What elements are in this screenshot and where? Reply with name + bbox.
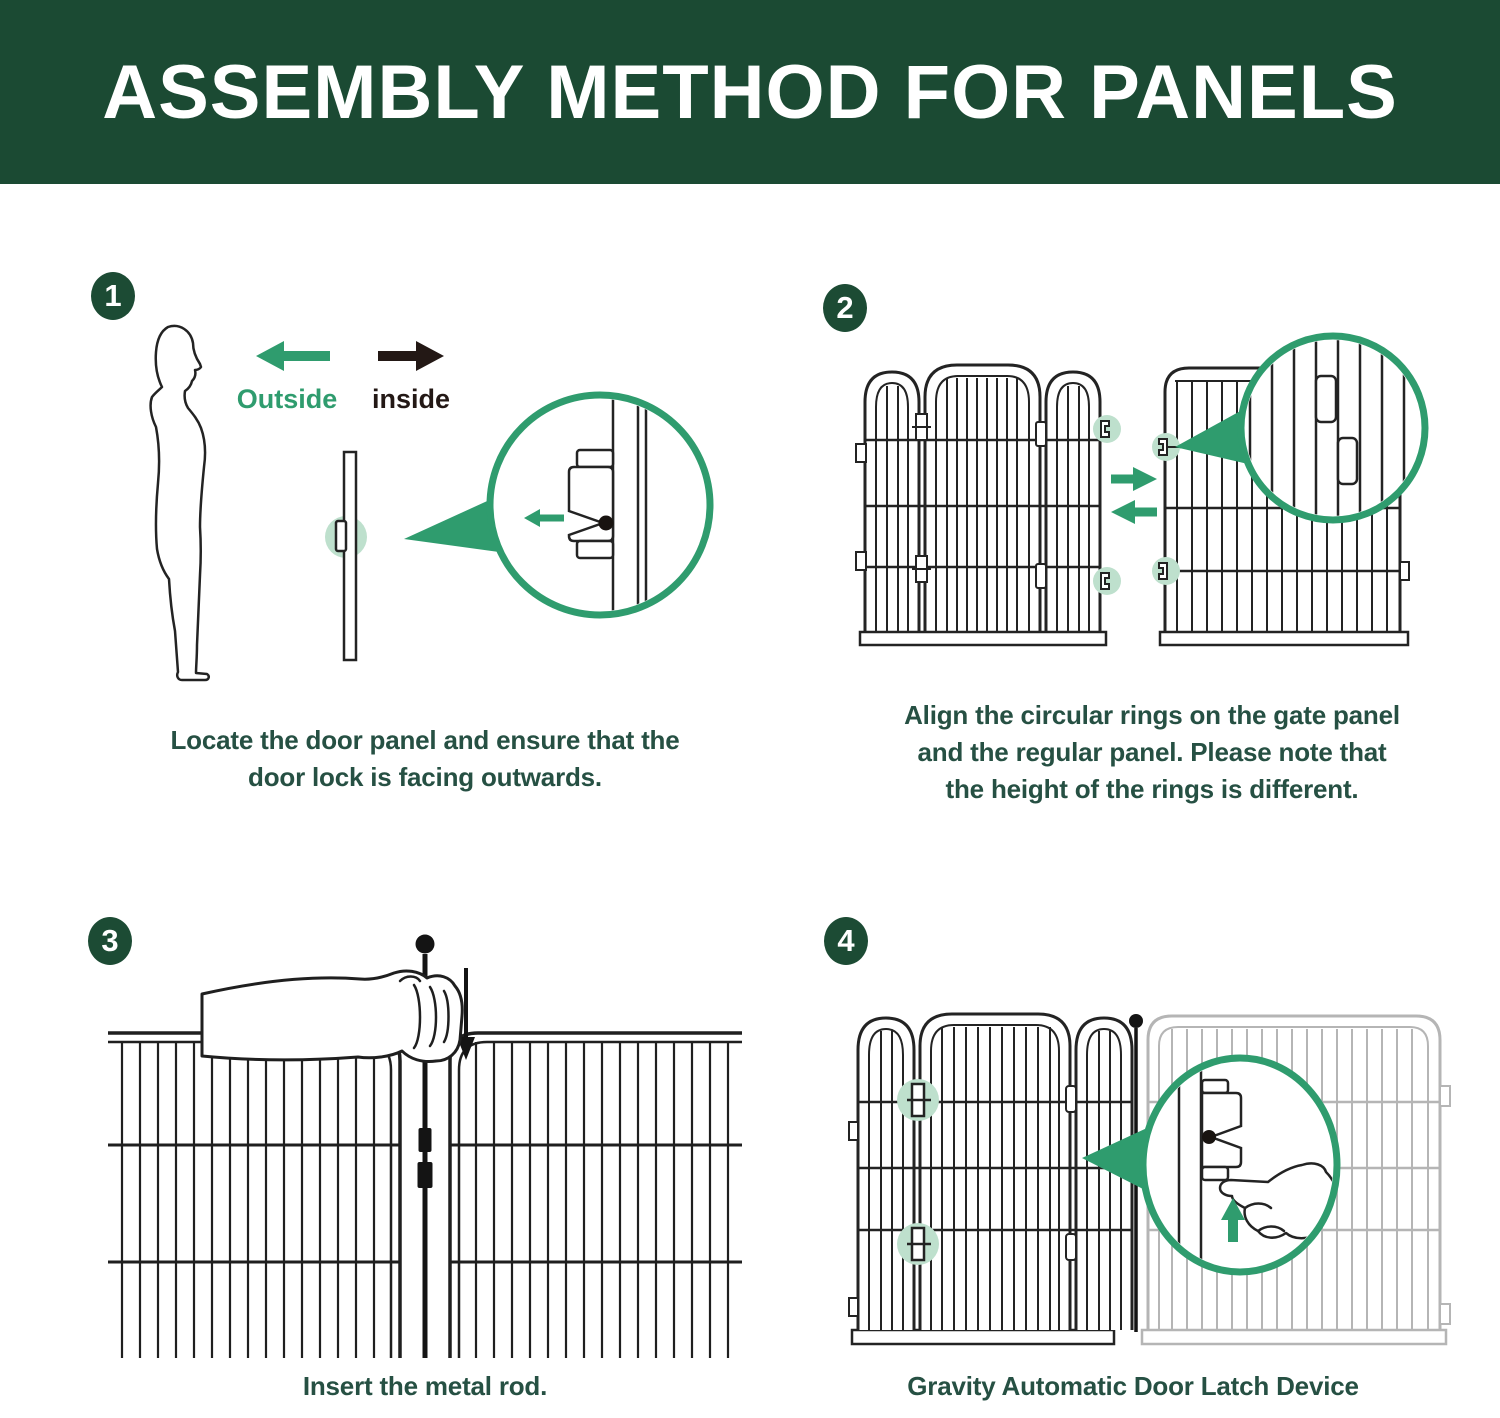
caption-line: Align the circular rings on the gate panel	[904, 700, 1400, 730]
door-lock-icon	[336, 521, 346, 551]
zoom-pointer-icon	[404, 497, 499, 552]
person-icon	[151, 326, 209, 680]
gate-panel-icon	[856, 365, 1106, 645]
ring-halo-icon	[1093, 415, 1121, 443]
caption-line: the height of the rings is different.	[945, 774, 1359, 804]
step-2-illustration	[830, 332, 1470, 685]
step-3-caption	[125, 1368, 725, 1405]
step-1-caption	[85, 722, 765, 796]
caption-line: Insert the metal rod.	[302, 1371, 548, 1401]
gate-panel-icon	[849, 1014, 1132, 1344]
outside-label: Outside	[236, 384, 338, 414]
door-panel-icon	[344, 452, 356, 660]
step-2-caption	[842, 697, 1462, 808]
swap-arrow-left-icon	[1111, 500, 1157, 524]
page-title: ASSEMBLY METHOD FOR PANELS	[102, 49, 1398, 135]
step-4-number: 4	[837, 923, 855, 958]
swap-arrow-right-icon	[1111, 467, 1157, 491]
header-banner	[0, 0, 1500, 184]
inside-label: inside	[371, 384, 451, 414]
outside-arrow-icon	[256, 341, 330, 371]
zoom-pointer-icon	[1175, 409, 1248, 464]
step-2-number-badge	[823, 284, 867, 332]
caption-line: door lock is facing outwards.	[248, 762, 602, 792]
hand-icon	[202, 971, 462, 1062]
step-1-illustration	[60, 255, 740, 705]
step-3-number: 3	[101, 923, 119, 958]
step-4-illustration	[830, 890, 1470, 1358]
step-4-caption	[833, 1368, 1433, 1405]
fence-left-panel-icon	[108, 1033, 400, 1358]
ring-halo-icon	[1093, 567, 1121, 595]
inside-arrow-icon	[378, 341, 444, 371]
caption-line: Locate the door panel and ensure that the	[170, 725, 680, 755]
magnifier-circle-icon	[1241, 336, 1425, 520]
caption-line: Gravity Automatic Door Latch Device	[907, 1371, 1359, 1401]
caption-line: and the regular panel. Please note that	[917, 737, 1387, 767]
step-3-illustration	[50, 890, 750, 1358]
fence-right-panel-icon	[450, 1033, 742, 1358]
step-1-number: 1	[104, 278, 122, 313]
step-2-number: 2	[836, 290, 854, 325]
